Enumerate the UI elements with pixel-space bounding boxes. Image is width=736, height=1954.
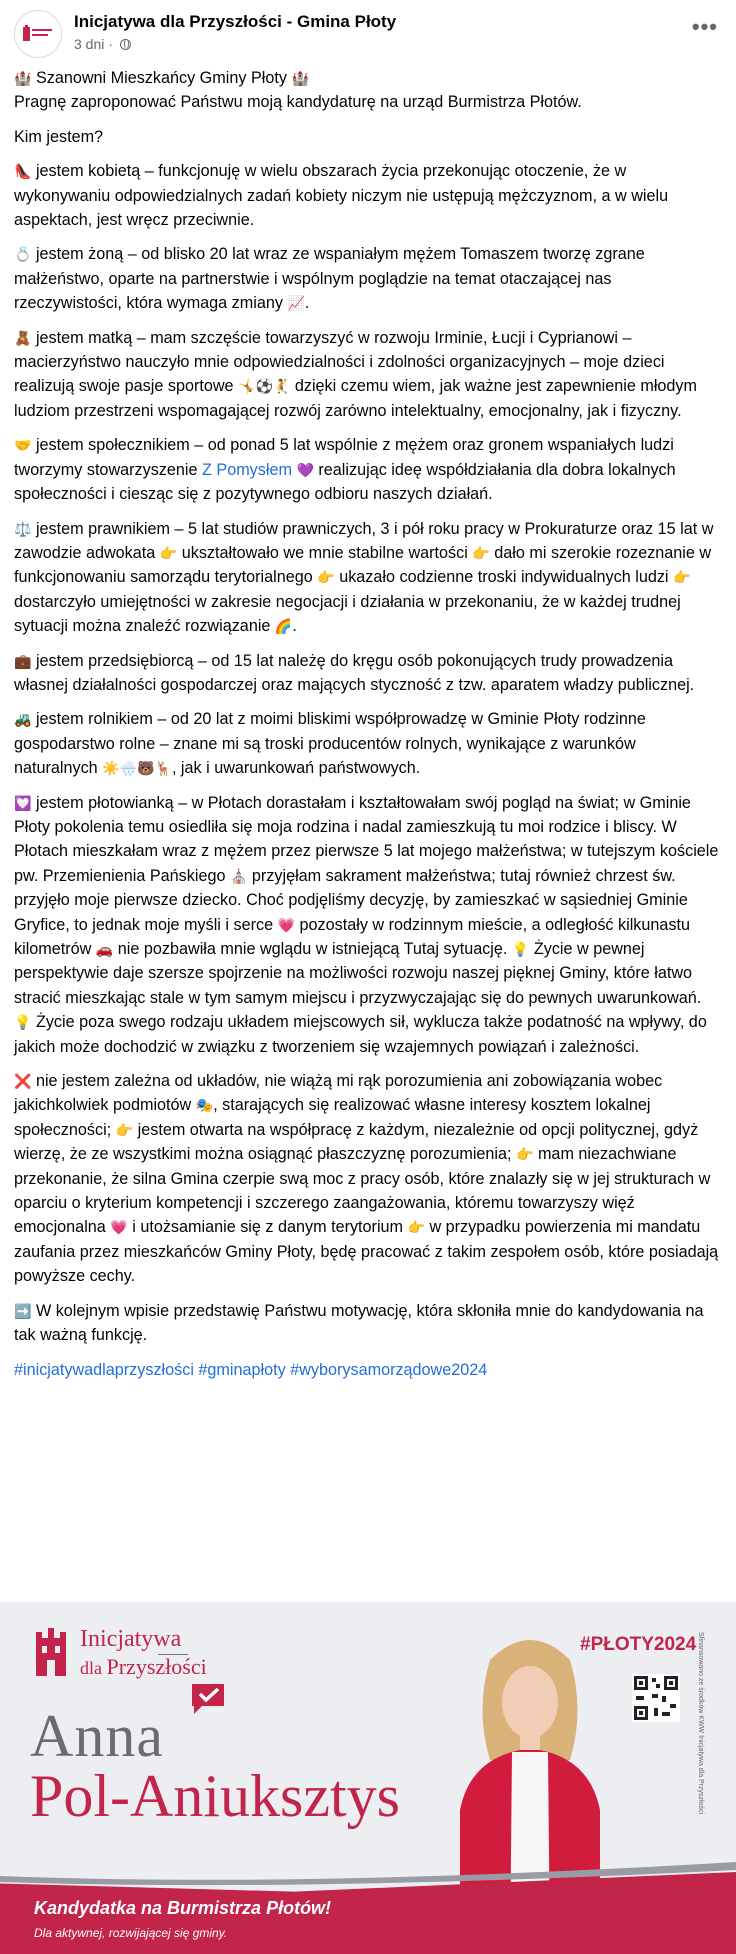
scales-icon: ⚖️ bbox=[14, 520, 32, 537]
banner-subslogan: Dla aktywnej, rozwijającej się gminy. bbox=[34, 1926, 228, 1940]
banner-hashtag: #PŁOTY2024 bbox=[580, 1634, 697, 1655]
point-right-icon: 👉 bbox=[472, 544, 490, 561]
checkmark-bubble-icon bbox=[188, 1680, 228, 1716]
paragraph-independent bbox=[14, 1069, 722, 1289]
lawyer-text-3: dało mi szerokie rozeznanie w funkcjonowaniu samorządu terytorialnego bbox=[14, 543, 712, 587]
candidate-first-name: Anna bbox=[30, 1703, 164, 1769]
paragraph-local bbox=[14, 791, 722, 1059]
paragraph-lawyer: ⚖️ jestem prawnikiem – 5 lat studiów prawniczych, 3 i pół roku pracy w Prokuraturze oraz 15 lat w zawodzie adwokata 👉 ukształtowało we mnie stabilne wartości 👉 dało mi szerokie rozeznanie w funkcjonowaniu samorządu terytorialnego 👉 ukazało codzienne troski indywidualnych ludzi 👉 dostarczyło umiejętności w zakresie negocjacji i działania w przekonaniu, że w każdej trudnej sytuacji można znaleźć rozwiązanie 🌈. bbox=[14, 519, 714, 636]
briefcase-icon: 💼 bbox=[14, 652, 32, 669]
cross-mark-icon: ❌ bbox=[14, 1073, 32, 1090]
arrow-right-icon: ➡️ bbox=[14, 1302, 32, 1319]
independent-text-3: jestem otwarta na współpracę z każdym, niezależnie od opcji politycznej, gdyż wierzę, że ze wszystkimi można osiągnąć płaszczyznę porozumienia; bbox=[14, 1120, 699, 1164]
paragraph-entrepreneur bbox=[14, 649, 722, 698]
paragraph-woman bbox=[14, 159, 722, 232]
wife-text: jestem żoną – od blisko 20 lat wraz ze wspaniałym mężem Tomaszem tworzę zgrane małżeństwo, oparte na partnerstwie i wspólnym poglądzie na temat otaczającej nas rzeczywistości, która wymaga zmiany bbox=[14, 245, 645, 313]
chart-icon: 📈 bbox=[287, 295, 305, 312]
castle-logo-icon bbox=[32, 1628, 70, 1676]
point-right-icon: 👉 bbox=[115, 1121, 134, 1138]
local-text: jestem płotowianką – w Płotach dorastałam i kształtowałam swój pogląd na świat; w Gminie Płoty pokolenia temu osiedliła się moja rodzina i nadal zamieszkują tu moi rodzice i bliscy. W Płotach mieszkałam wraz z mężem przez pierwsze 5 lat mojego małżeństwa; w tutejszym kościele pw. Przemienienia Pańskiego bbox=[14, 793, 719, 885]
post-header bbox=[14, 6, 722, 58]
lawyer-text-5: dostarczyło umiejętności w zakresie negocjacji i działania w przekonaniu, że w każdej trudnej sytuacji można znaleźć rozwiązanie bbox=[14, 592, 681, 636]
entrepreneur-text: jestem przedsiębiorcą – od 15 lat należę do kręgu osób pokonujących trudy prowadzenia własnej działalności gospodarczej oraz mających styczność z tzw. aparatem władzy publicznej. bbox=[14, 651, 695, 694]
more-options-button[interactable]: ••• bbox=[691, 14, 718, 39]
social-text: jestem społecznikiem – od ponad 5 lat wspólnie z mężem oraz gronem wspaniałych ludzi tworzymy stowarzyszenie bbox=[14, 436, 674, 479]
castle-icon: 🏰 bbox=[14, 70, 32, 86]
point-right-icon: 👉 bbox=[516, 1146, 534, 1163]
car-icon: 🚗 bbox=[95, 941, 114, 957]
pink-heart-icon: 💗 bbox=[110, 1219, 128, 1236]
avatar-logo-icon bbox=[22, 23, 54, 43]
local-text-5: Życie w pewnej perspektywie daje szersze spojrzenie na możliwości rozwoju naszej pięknej Gminy, które łatwo stracić mieszkając stale w tym samym miejscu i przyzwyczajając się do pewnych uwarunkowań. bbox=[14, 940, 702, 1007]
castle-icon: 🏰 bbox=[291, 70, 309, 86]
mother-text: jestem matką – mam szczęście towarzyszyć w rozwoju Irminie, Łucji i Cyprianowi – macierzyństwo nauczyło mnie odpowiedzialności i zdolności organizacyjnych – moje dzieci realizują swoje pasje sportowe bbox=[14, 328, 665, 396]
church-icon: ⛪ bbox=[229, 867, 248, 884]
banner-logo-line1: Inicjatywa bbox=[80, 1626, 182, 1652]
handshake-icon: 🤝 bbox=[14, 437, 32, 454]
candidate-last-name: Pol-Aniuksztys bbox=[30, 1763, 401, 1829]
greeting-text: Szanowni Mieszkańcy Gminy Płoty bbox=[35, 69, 287, 87]
page-name-link[interactable]: Inicjatywa dla Przyszłości - Gmina Płoty bbox=[74, 12, 397, 31]
independent-text-4: mam niezachwiane przekonanie, że silna Gmina czerpie swą moc z pracy osób, które znalazły się w jej strukturach w oparciu o kryterium kompetencji i szczerego zaangażowania, któremu towarzyszy więź emocjonalna bbox=[14, 1145, 711, 1237]
local-text-3: pozostały w rodzinnym mieście, a odległość kilkunastu kilometrów bbox=[14, 915, 691, 958]
light-bulb-icon: 💡 bbox=[14, 1014, 32, 1031]
paragraph-who: Kim jestem? bbox=[14, 127, 104, 146]
paragraph-next bbox=[14, 1299, 722, 1348]
heart-box-icon: 💟 bbox=[14, 794, 32, 811]
page-avatar[interactable] bbox=[14, 10, 62, 58]
sports-icon: 🤸⚽🤾 bbox=[238, 378, 291, 395]
pink-heart-icon: 💗 bbox=[277, 916, 296, 933]
teddy-bear-icon: 🧸 bbox=[14, 329, 32, 346]
next-post-text: W kolejnym wpisie przedstawię Państwu motywację, która skłoniła mnie do kandydowania na tak ważną funkcję. bbox=[14, 1301, 704, 1345]
point-right-icon: 👉 bbox=[317, 569, 335, 586]
banner-logo-przyszlosci: Przyszłości bbox=[106, 1654, 207, 1679]
independent-text-6: w przypadku powierzenia mi mandatu zaufania przez mieszkańców Gminy Płoty, będę pracować z takim zespołem osób, które posiadają powyższe cechy. bbox=[14, 1218, 719, 1286]
masks-icon: 🎭 bbox=[195, 1097, 214, 1114]
campaign-banner-image[interactable] bbox=[0, 1602, 736, 1954]
lawyer-text-2: ukształtowało we mnie stabilne wartości bbox=[181, 543, 468, 562]
rainbow-icon: 🌈 bbox=[274, 618, 293, 635]
ring-icon: 💍 bbox=[14, 246, 32, 263]
paragraph-wife: 💍 jestem żoną – od blisko 20 lat wraz ze wspaniałym mężem Tomaszem tworzę zgrane małżeństwo, oparte na partnerstwie i wspólnym poglądzie na temat otaczającej nas rzeczywistości, która wymaga zmiany 📈. bbox=[14, 245, 645, 313]
independent-text-2: , starających się realizować własne interesy kosztem lokalnej społeczności; bbox=[14, 1096, 651, 1139]
globe-icon bbox=[120, 39, 131, 50]
post-timestamp[interactable]: 3 dni bbox=[74, 36, 105, 52]
light-bulb-icon: 💡 bbox=[511, 941, 530, 957]
lawyer-text-4: ukazało codzienne troski indywidualnych ludzi bbox=[339, 568, 669, 587]
purple-heart-icon: 💜 bbox=[296, 461, 314, 478]
paragraph-greeting bbox=[14, 66, 722, 115]
banner-logo-line2 bbox=[80, 1654, 207, 1680]
intro-text: Pragnę zaproponować Państwu moją kandydaturę na urząd Burmistrza Płotów. bbox=[14, 93, 582, 112]
local-text-2: przyjęłam sakrament małżeństwa; tutaj również chrzest św. przyjęło moje pierwsze dziecko. Choć podjęliśmy decyzję, by zamieszkać w sąsiedniej Gminie Gryfice, to jednak moje myśli i serce bbox=[14, 866, 688, 934]
farmer-text-2: , jak i uwarunkowań państwowych. bbox=[171, 759, 421, 778]
independent-text: nie jestem zależna od układów, nie wiążą mi rąk porozumienia ani zobowiązania wobec jakichkolwiek podmiotów bbox=[14, 1072, 663, 1115]
weather-icon: ☀️🌧️🐻🦌 bbox=[102, 760, 172, 777]
banner-slogan: Kandydatka na Burmistrza Płotów! bbox=[34, 1898, 332, 1918]
lawyer-text: jestem prawnikiem – 5 lat studiów prawniczych, 3 i pół roku pracy w Prokuraturze oraz 15 lat w zawodzie adwokata bbox=[14, 519, 714, 562]
paragraph-farmer bbox=[14, 707, 722, 780]
post-text bbox=[14, 66, 722, 1392]
paragraph-social bbox=[14, 433, 722, 506]
paragraph-mother bbox=[14, 326, 722, 424]
local-text-6: Życie poza swego rodzaju układem miejscowych sił, wyklucza także podatność na wpływy, do jakich może dochodzić w związku z tworzeniem się wzajemnych powiązań i zależności. bbox=[14, 1013, 707, 1056]
independent-text-5: i utożsamianie się z danym terytorium bbox=[132, 1218, 404, 1237]
local-text-4: nie pozbawiła mnie wglądu w istniejącą Tutaj sytuację. bbox=[117, 940, 508, 958]
post-meta: 3 dni · bbox=[74, 36, 131, 52]
banner-logo-dla: dla bbox=[80, 1658, 102, 1678]
point-right-icon: 👉 bbox=[673, 569, 691, 586]
tractor-icon: 🚜 bbox=[14, 711, 32, 728]
woman-text: jestem kobietą – funkcjonuję w wielu obszarach życia przekonując otoczenie, że w wykonywaniu odpowiedzialnych zadań kobiety niczym nie ustępują mężczyznom, a w wielu aspektach, jest wręcz przeciwnie. bbox=[14, 162, 669, 230]
farmer-text: jestem rolnikiem – od 20 lat z moimi bliskimi współprowadzę w Gminie Płoty rodzinne gospodarstwo rolne – znane mi są troski producentów rolnych, wynikające z warunków naturalnych bbox=[14, 710, 646, 778]
point-right-icon: 👉 bbox=[159, 544, 178, 561]
banner-funding-note: Sfinansowano ze środków KWW Inicjatywa dla Przyszłości bbox=[697, 1632, 704, 1815]
mother-text-2: dzięki czemu wiem, jak ważne jest zapewnienie młodym ludziom przestrzeni wspomagającej rozwój zarówno intelektualny, emocjonalny, jak i fizyczny. bbox=[14, 377, 697, 420]
high-heel-icon: 👠 bbox=[14, 163, 32, 180]
point-right-icon: 👉 bbox=[407, 1219, 425, 1236]
z-pomyslem-link[interactable]: Z Pomysłem bbox=[202, 460, 292, 479]
social-text-2: realizując ideę współdziałania dla dobra lokalnych społeczności i ciesząc się z pozytywnego odbioru naszych działań. bbox=[14, 460, 676, 504]
hashtags[interactable]: #inicjatywadlaprzyszłości #gminapłoty #wyborysamorządowe2024 bbox=[14, 1360, 488, 1379]
